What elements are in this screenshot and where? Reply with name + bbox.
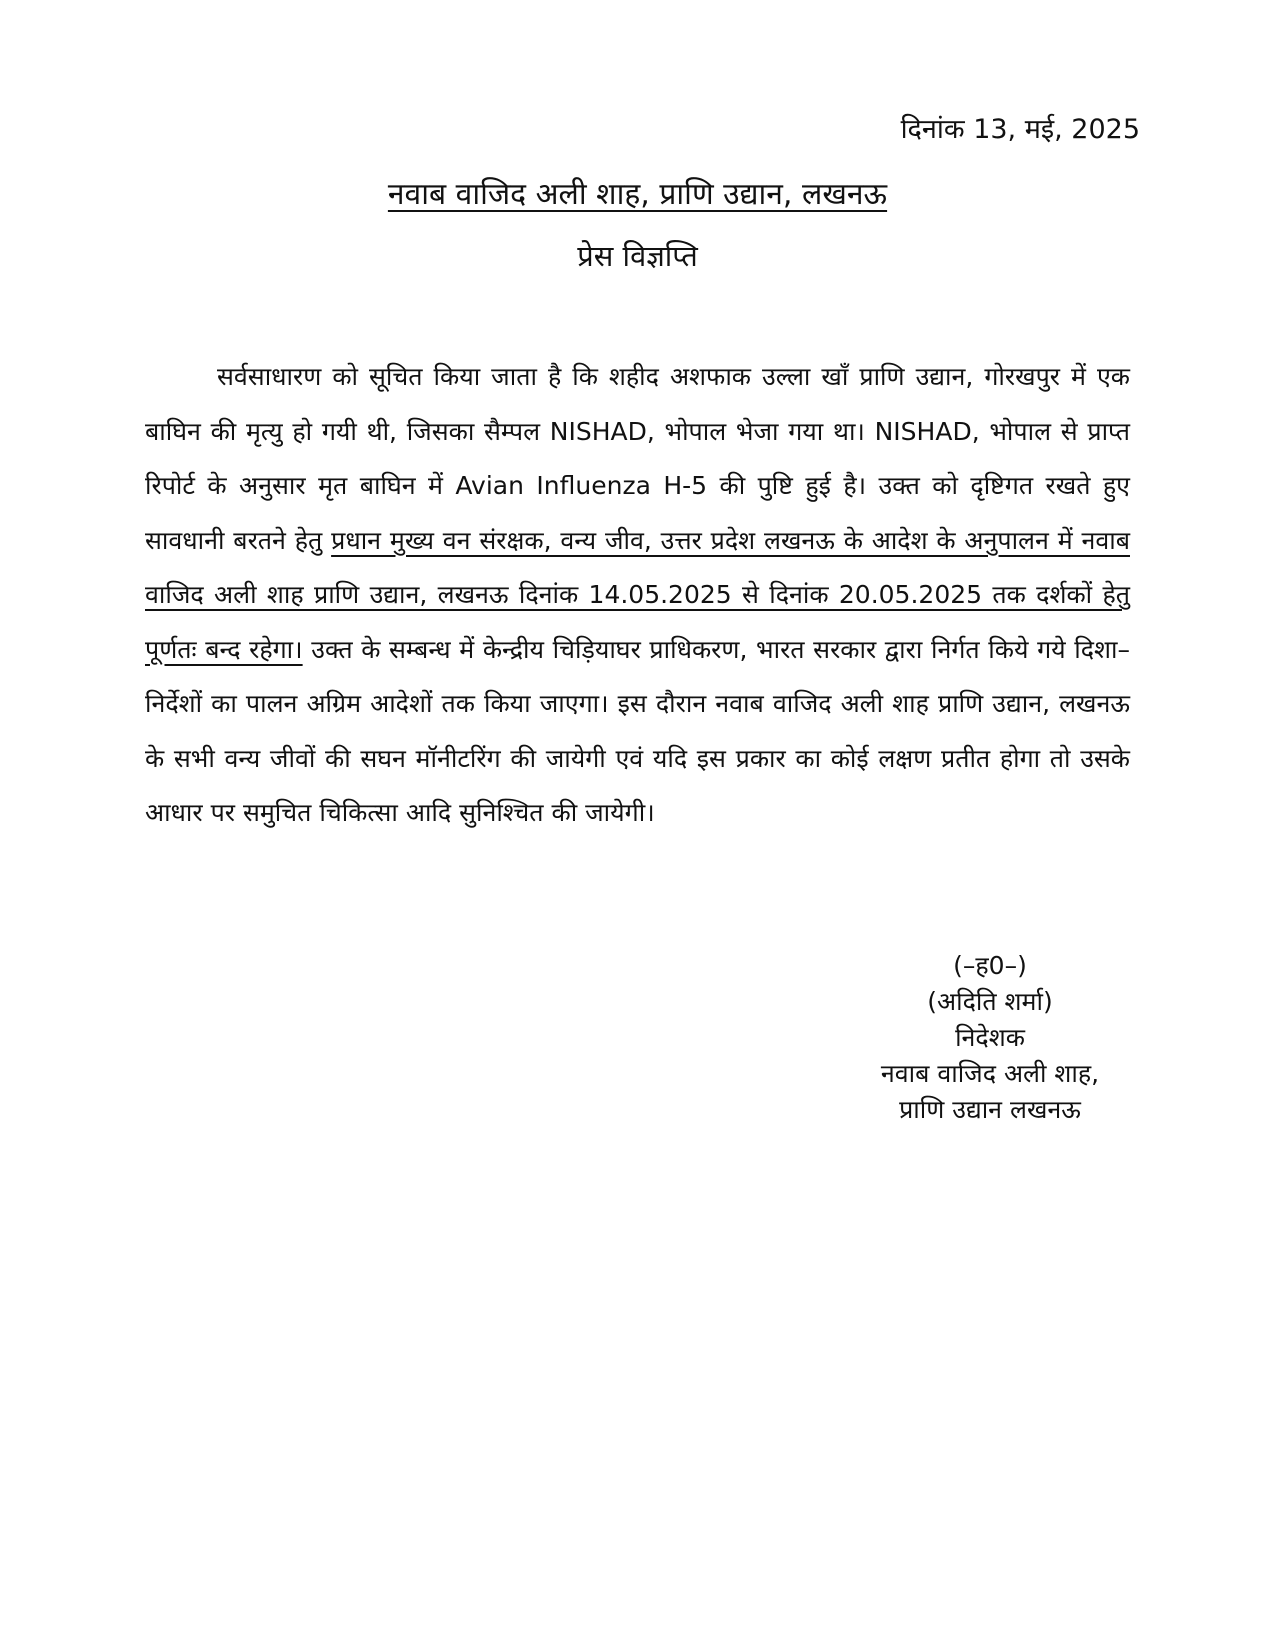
body-text-underlined: प्रधान मुख्य वन संरक्षक, वन्य जीव, उत्तर प्रदेश लखनऊ के आदेश के अनुपालन में नवाब वाजिद अली शाह प्राणि उद्यान, लखनऊ दिनांक 14.05.2025 से दिनांक 20.05.2025 तक दर्शकों हेतु पूर्णतः बन्द रहेगा। [145, 525, 1130, 664]
document-date: दिनांक 13, मई, 2025 [900, 114, 1140, 145]
body-text-part1: सर्वसाधारण को सूचित किया जाता है कि शहीद अशफाक उल्ला खाँ प्राणि उद्यान, गोरखपुर में एक बाघिन की मृत्यु हो गयी थी, जिसका सैम्पल NISHAD, भोपाल भेजा गया था। NISHAD, भोपाल से प्राप्त रिपोर्ट के अनुसार मृत बाघिन में Avian Influenza H-5 की पुष्टि हुई है। उक्त को दृष्टिगत रखते हुए सावधानी बरतने हेतु [145, 362, 1130, 555]
signatory-designation: निदेशक [955, 1023, 1025, 1052]
signatory-name: (अदिति शर्मा) [927, 987, 1053, 1016]
document-title: नवाब वाजिद अली शाह, प्राणि उद्यान, लखनऊ [387, 177, 888, 212]
body-text-part2: उक्त के सम्बन्ध में केन्द्रीय चिड़ियाघर प्राधिकरण, भारत सरकार द्वारा निर्गत किये गये दिशा–निर्देशों का पालन अग्रिम आदेशों तक किया जाएगा। इस दौरान नवाब वाजिद अली शाह प्राणि उद्यान, लखनऊ के सभी वन्य जीवों की सघन मॉनीटरिंग की जायेगी एवं यदि इस प्रकार का कोई लक्षण प्रतीत होगा तो उसके आधार पर समुचित चिकित्सा आदि सुनिश्चित की जायेगी। [145, 634, 1130, 827]
document-title-wrapper [0, 175, 1275, 214]
signature-block [820, 948, 1160, 1128]
signatory-org-line1: नवाब वाजिद अली शाह, [880, 1059, 1100, 1088]
signatory-org-line2: प्राणि उद्यान लखनऊ [899, 1095, 1081, 1124]
body-paragraph [145, 350, 1130, 841]
signature-signed-mark: (–ह0–) [953, 951, 1027, 980]
document-subtitle: प्रेस विज्ञप्ति [577, 239, 698, 273]
